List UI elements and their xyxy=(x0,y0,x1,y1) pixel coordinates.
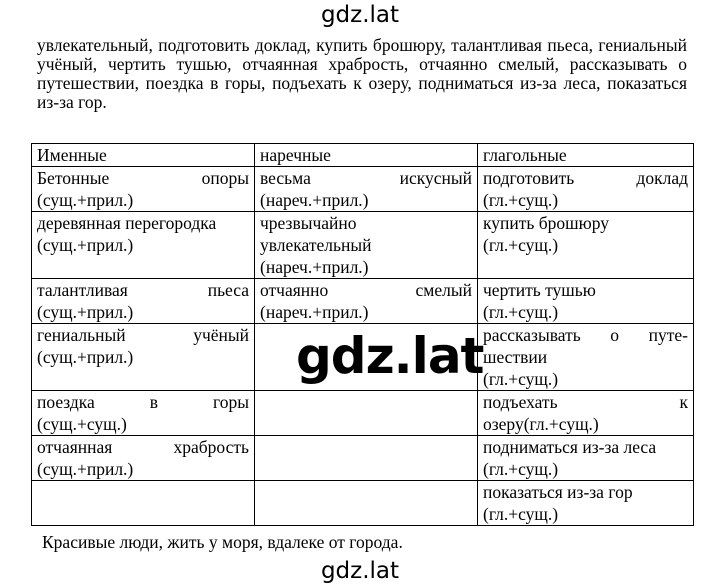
table-cell xyxy=(478,212,694,279)
table-row xyxy=(32,391,694,436)
table-cell xyxy=(255,391,478,436)
cell-line: (сущ.+прил.) xyxy=(37,235,134,255)
header-cell-nominal: Именные xyxy=(32,144,255,167)
table-cell xyxy=(255,212,478,279)
table-cell xyxy=(478,436,694,481)
table-cell xyxy=(32,391,255,436)
cell-line: (нареч.+прил.) xyxy=(260,190,369,210)
table-cell xyxy=(255,436,478,481)
cell-line: Бетонные опоры xyxy=(37,168,249,188)
table-cell xyxy=(32,481,255,526)
cell-line: деревянная перегородка xyxy=(37,213,217,233)
table-cell xyxy=(32,167,255,212)
cell-line: отчаянная храбрость xyxy=(37,437,249,457)
table-header-row xyxy=(32,144,694,167)
table-row xyxy=(32,212,694,279)
watermark-middle: gdz.lat xyxy=(296,327,484,385)
cell-line: (гл.+сущ.) xyxy=(483,369,559,389)
cell-line: увлекательный xyxy=(260,235,372,255)
intro-paragraph: увлекательный, подготовить доклад, купить брошюру, талантливая пьеса, гениальный учёный, чертить тушью, отчаянная храбрость, отчаянно смелый, рассказывать о путешествии, поездка в горы, подъехать к озеру, подниматься из-за леса, показаться из-за гор. xyxy=(37,35,687,112)
table-row xyxy=(32,279,694,324)
cell-line: талантливая пьеса xyxy=(37,280,249,300)
header-cell-verbal: глагольные xyxy=(478,144,694,167)
table-cell xyxy=(255,481,478,526)
cell-line: (сущ.+прил.) xyxy=(37,302,134,322)
table-cell xyxy=(32,212,255,279)
cell-line: подготовить доклад xyxy=(483,168,688,188)
cell-line: рассказывать о путе- xyxy=(483,325,688,345)
table-cell xyxy=(478,167,694,212)
table-cell xyxy=(255,279,478,324)
cell-line: гениальный учёный xyxy=(37,325,249,345)
cell-line: отчаянно смелый xyxy=(260,280,472,300)
cell-line: (нареч.+прил.) xyxy=(260,302,369,322)
cell-line: показаться из-за гор xyxy=(483,482,633,502)
table-row xyxy=(32,167,694,212)
cell-line: озеру(гл.+сущ.) xyxy=(483,414,599,434)
cell-line: купить брошюру xyxy=(483,213,609,233)
header-cell-adverbial: наречные xyxy=(255,144,478,167)
cell-line: (нареч.+прил.) xyxy=(260,257,369,277)
cell-line: поездка в горы xyxy=(37,392,249,412)
cell-line: (гл.+сущ.) xyxy=(483,302,559,322)
cell-line: чертить тушью xyxy=(483,280,596,300)
table-cell xyxy=(478,324,694,391)
cell-line: подниматься из-за леса xyxy=(483,437,657,457)
cell-line: шествии xyxy=(483,347,548,367)
cell-line: чрезвычайно xyxy=(260,213,357,233)
table-cell xyxy=(32,279,255,324)
table-cell xyxy=(478,391,694,436)
table-cell xyxy=(478,279,694,324)
cell-line: (сущ.+прил.) xyxy=(37,347,134,367)
cell-line: (гл.+сущ.) xyxy=(483,235,559,255)
watermark-top: gdz.lat xyxy=(320,2,400,28)
cell-line: (гл.+сущ.) xyxy=(483,190,559,210)
cell-line: подъехать к xyxy=(483,392,688,412)
cell-line: (гл.+сущ.) xyxy=(483,504,559,524)
table-cell xyxy=(255,167,478,212)
cell-line: (сущ.+сущ.) xyxy=(37,414,127,434)
cell-line: (сущ.+прил.) xyxy=(37,190,134,210)
cell-line: (гл.+сущ.) xyxy=(483,459,559,479)
table-row xyxy=(32,436,694,481)
table-cell xyxy=(32,436,255,481)
cell-line: (сущ.+прил.) xyxy=(37,459,134,479)
cell-line: весьма искусный xyxy=(260,168,472,188)
outro-text: Красивые люди, жить у моря, вдалеке от города. xyxy=(42,532,403,552)
table-row xyxy=(32,481,694,526)
watermark-bottom: gdz.lat xyxy=(320,558,400,584)
table-cell xyxy=(478,481,694,526)
table-cell xyxy=(32,324,255,391)
